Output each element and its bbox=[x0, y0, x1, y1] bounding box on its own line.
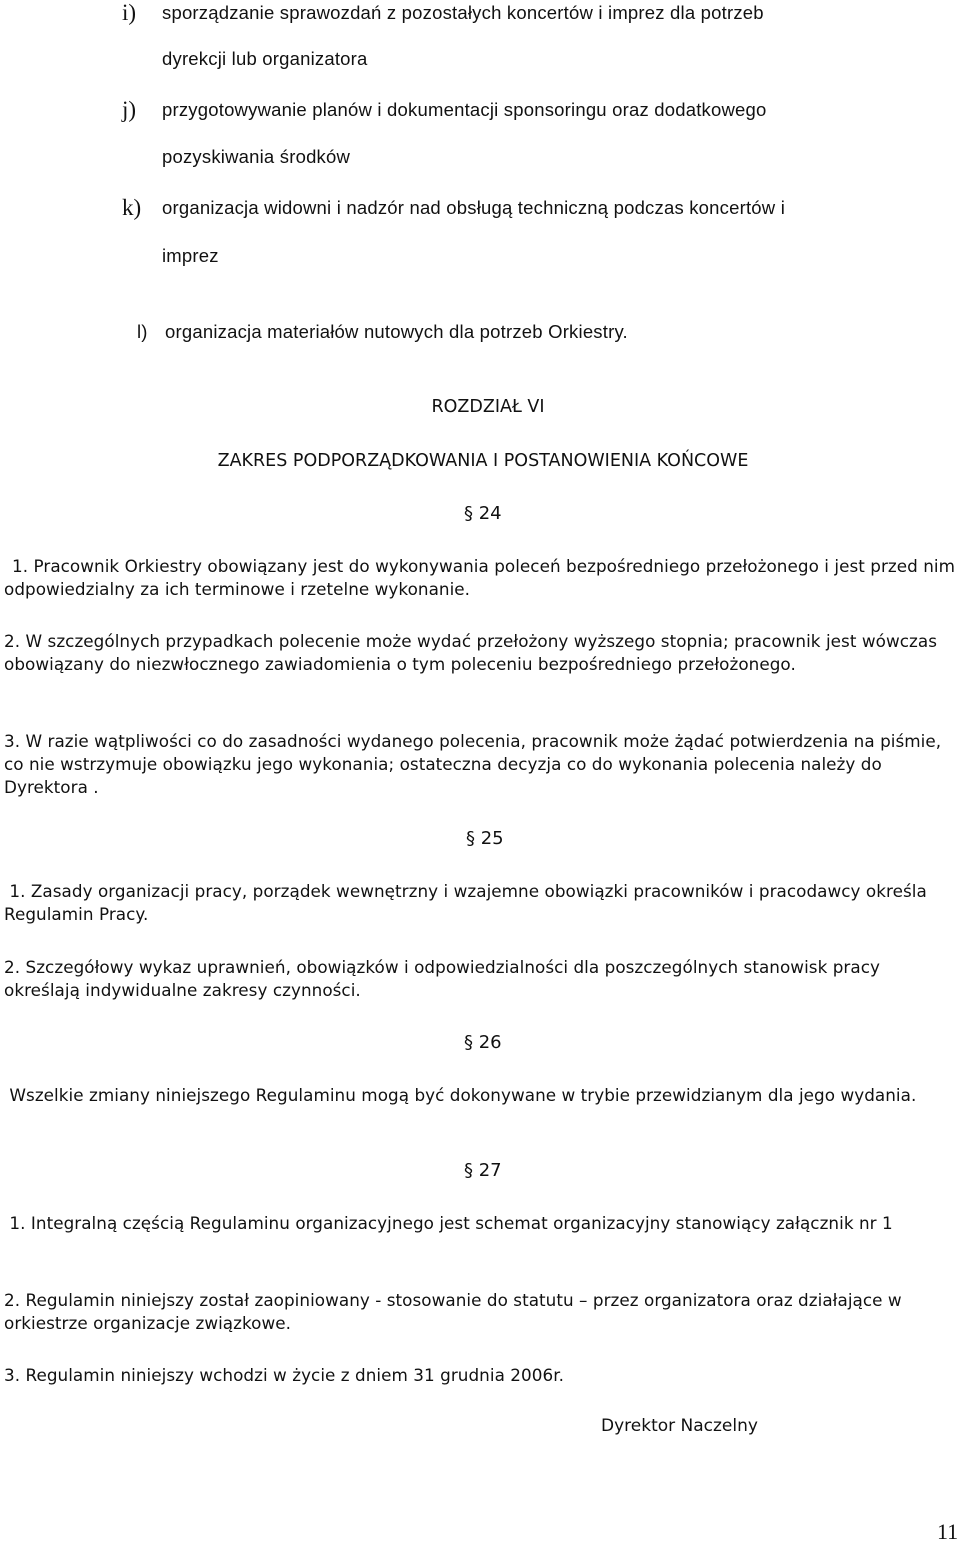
list-marker-i: i) bbox=[122, 0, 137, 25]
chapter-number: ROZDZIAŁ VI bbox=[431, 397, 545, 417]
section-mark-25: § 25 bbox=[466, 828, 504, 849]
list-item-k-line-2: imprez bbox=[162, 245, 219, 266]
list-marker-l: l) bbox=[137, 321, 148, 342]
list-item-i-line-1: sporządzanie sprawozdań z pozostałych koncertów i imprez dla potrzeb bbox=[162, 2, 764, 23]
section-27-paragraph-3: 3. Regulamin niniejszy wchodzi w życie z dniem 31 grudnia 2006r. bbox=[4, 1365, 564, 1385]
list-item-j-line-1: przygotowywanie planów i dokumentacji sponsoringu oraz dodatkowego bbox=[162, 99, 767, 120]
chapter-title: ZAKRES PODPORZĄDKOWANIA I POSTANOWIENIA KOŃCOWE bbox=[217, 451, 749, 471]
section-mark-26: § 26 bbox=[464, 1032, 502, 1053]
list-marker-k: k) bbox=[122, 195, 142, 220]
section-25-paragraph-2: 2. Szczegółowy wykaz uprawnień, obowiązków i odpowiedzialności dla poszczególnych stanowisk pracy określają indywidualne zakresy czynności. bbox=[4, 957, 880, 1000]
section-26-paragraph-1: Wszelkie zmiany niniejszego Regulaminu mogą być dokonywane w trybie przewidzianym dla jego wydania. bbox=[4, 1085, 917, 1105]
list-marker-j: j) bbox=[122, 97, 137, 122]
list-item-j-line-2: pozyskiwania środków bbox=[162, 146, 351, 167]
section-27-paragraph-1: 1. Integralną częścią Regulaminu organizacyjnego jest schemat organizacyjny stanowiący załącznik nr 1 bbox=[4, 1213, 893, 1233]
section-24-paragraph-2: 2. W szczególnych przypadkach polecenie może wydać przełożony wyższego stopnia; pracownik jest wówczas obowiązany do niezwłocznego zawiadomienia o tym poleceniu bezpośredniego przełożonego. bbox=[4, 631, 937, 674]
page-number: 11 bbox=[937, 1519, 959, 1544]
section-24-paragraph-3: 3. W razie wątpliwości co do zasadności wydanego polecenia, pracownik może żądać potwierdzenia na piśmie, co nie wstrzymuje obowiązku jego wykonania; ostateczna decyzja co do wykonania polecenia należy do Dyrektora . bbox=[4, 731, 942, 797]
section-27-paragraph-2: 2. Regulamin niniejszy został zaopiniowany - stosowanie do statutu – przez organizatora oraz działające w orkiestrze organizacje związkowe. bbox=[4, 1290, 902, 1333]
section-mark-27: § 27 bbox=[464, 1160, 502, 1181]
section-mark-24: § 24 bbox=[464, 503, 502, 524]
list-item-l-line-1: organizacja materiałów nutowych dla potrzeb Orkiestry. bbox=[165, 321, 628, 342]
section-24-paragraph-1: 1. Pracownik Orkiestry obowiązany jest do wykonywania poleceń bezpośredniego przełożonego i jest przed nim odpowiedzialny za ich terminowe i rzetelne wykonanie. bbox=[4, 556, 956, 599]
section-25-paragraph-1: 1. Zasady organizacji pracy, porządek wewnętrzny i wzajemne obowiązki pracowników i pracodawcy określa Regulamin Pracy. bbox=[4, 881, 933, 924]
list-item-k-line-1: organizacja widowni i nadzór nad obsługą techniczną podczas koncertów i bbox=[162, 197, 786, 218]
list-item-i-line-2: dyrekcji lub organizatora bbox=[162, 48, 368, 69]
signature: Dyrektor Naczelny bbox=[601, 1416, 758, 1436]
